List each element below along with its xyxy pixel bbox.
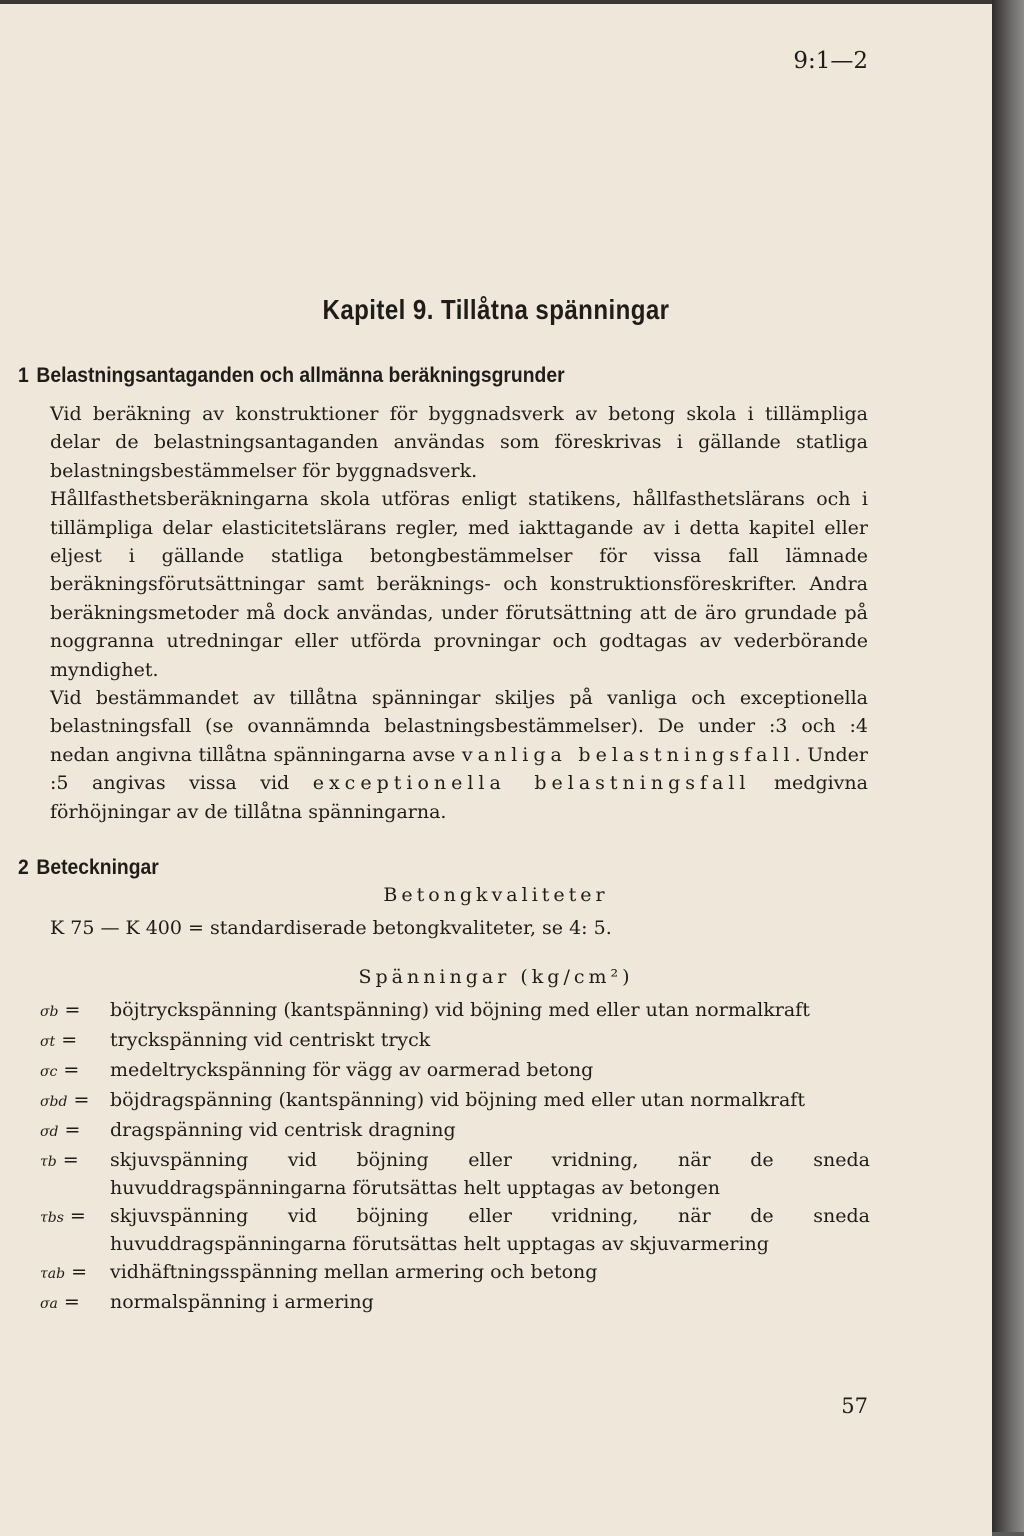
symbol-definition-list [40,996,870,1318]
definition-row [40,1056,870,1086]
section-2-number: 2 [18,856,29,879]
definition-text: normalspänning i armering [110,1291,374,1313]
equals-sign: = [64,1119,81,1141]
symbol [40,1086,110,1116]
definition-row [40,1258,870,1288]
definition-row [40,1202,870,1258]
definition-text: vidhäftningsspänning mellan armering och betong [110,1261,598,1283]
chapter-title: Kapitel 9. Tillåtna spänningar [322,294,670,325]
section-2-title: Beteckningar [36,856,159,879]
symbol [40,1026,110,1056]
definition-row [40,996,870,1026]
section-1-number: 1 [18,364,29,387]
symbol [40,1116,110,1146]
section-2-heading [18,856,159,880]
symbol [40,996,110,1026]
symbol-label: σc [40,1064,58,1080]
page-number: 57 [841,1394,868,1418]
paragraph-2: Hållfasthetsberäkningarna skola utföras enligt statikens, hållfasthetslärans och i tillämpliga delar elasticitetslärans regler, med iakttagande av i detta kapitel eller eljest i gällande statliga betongbestämmelser för vissa fall lämnade beräkningsförutsättningar samt beräknings- och konstruktionsföreskrifter. Andra beräkningsmetoder må dock användas, under förutsättning att de äro grundade på noggranna utredningar eller utförda provningar och godtagas av vederbörande myndighet. [50,488,868,681]
subheading-betongkvaliteter: Betongkvaliteter [383,884,609,906]
definition-row [40,1026,870,1056]
paragraph-3-emph-vanliga: vanliga belastningsfall [461,743,795,766]
subheading-spanningar: Spänningar (kg/cm²) [358,966,634,988]
definition-row [40,1086,870,1116]
equals-sign: = [71,1261,87,1283]
symbol-label: σd [40,1124,59,1140]
definition-row [40,1116,870,1146]
symbol-label: τbs [40,1210,64,1226]
symbol [40,1146,110,1202]
book-edge [992,0,1024,1532]
symbol [40,1288,110,1318]
symbol-label: σa [40,1296,58,1312]
definition-text: böjtryckspänning (kantspänning) vid böjning med eller utan normalkraft [110,999,810,1021]
equals-sign: = [63,1059,80,1081]
symbol-label: σt [40,1034,56,1050]
paragraph-3-part-e: medgivna förhöjningar av de tillåtna spänningarna. [50,772,868,823]
symbol-label: τab [40,1266,66,1282]
symbol [40,1202,110,1258]
equals-sign: = [61,1029,78,1051]
definition-row [40,1288,870,1318]
definition-row [40,1146,870,1202]
symbol-label: σbd [40,1094,68,1110]
definition-text: skjuvspänning vid böjning eller vridning, när de sneda huvuddragspänningarna förutsättas helt upptagas av skjuvarmering [110,1205,870,1255]
definition-text: böjdragspänning (kantspänning) vid böjning med eller utan normalkraft [110,1089,805,1111]
section-1-body [50,400,868,826]
symbol-label: τb [40,1154,57,1170]
page-reference: 9:1—2 [793,48,868,74]
equals-sign: = [73,1089,90,1111]
equals-sign: = [69,1205,86,1227]
equals-sign: = [63,1291,80,1313]
concrete-class-line: K 75 — K 400 = standardiserade betongkvaliteter, se 4: 5. [50,917,612,939]
paragraph-3-emph-exceptionella: exceptionella belastningsfall [312,772,751,795]
definition-text: medeltryckspänning för vägg av oarmerad betong [110,1059,594,1081]
definition-text: dragspänning vid centrisk dragning [110,1119,456,1141]
equals-sign: = [62,1149,79,1171]
definition-text: tryckspänning vid centriskt tryck [110,1029,431,1051]
section-1-heading [18,364,565,388]
paragraph-3-part-a: Vid bestämmandet av tillåtna spänningar skiljes på vanliga och exceptionella belastningsfall (se ovannämnda belastningsbestämmelser). De under :3 och :4 nedan angivna tillåtna spänningarna avse [50,687,868,766]
symbol-label: σb [40,1004,59,1020]
symbol [40,1258,110,1288]
definition-text: skjuvspänning vid böjning eller vridning, när de sneda huvuddragspänningarna förutsättas helt upptagas av betongen [110,1149,870,1199]
symbol [40,1056,110,1086]
equals-sign: = [64,999,81,1021]
section-1-title: Belastningsantaganden och allmänna beräkningsgrunder [36,364,565,387]
paragraph-1: Vid beräkning av konstruktioner för byggnadsverk av betong skola i tillämpliga delar de belastningsantaganden användas som föreskrivas i gällande statliga belastningsbestämmelser för byggnadsverk. [50,403,868,482]
paragraph-3 [50,684,868,826]
paragraph-3-part-c: . Under :5 angivas vissa vid [50,743,868,795]
